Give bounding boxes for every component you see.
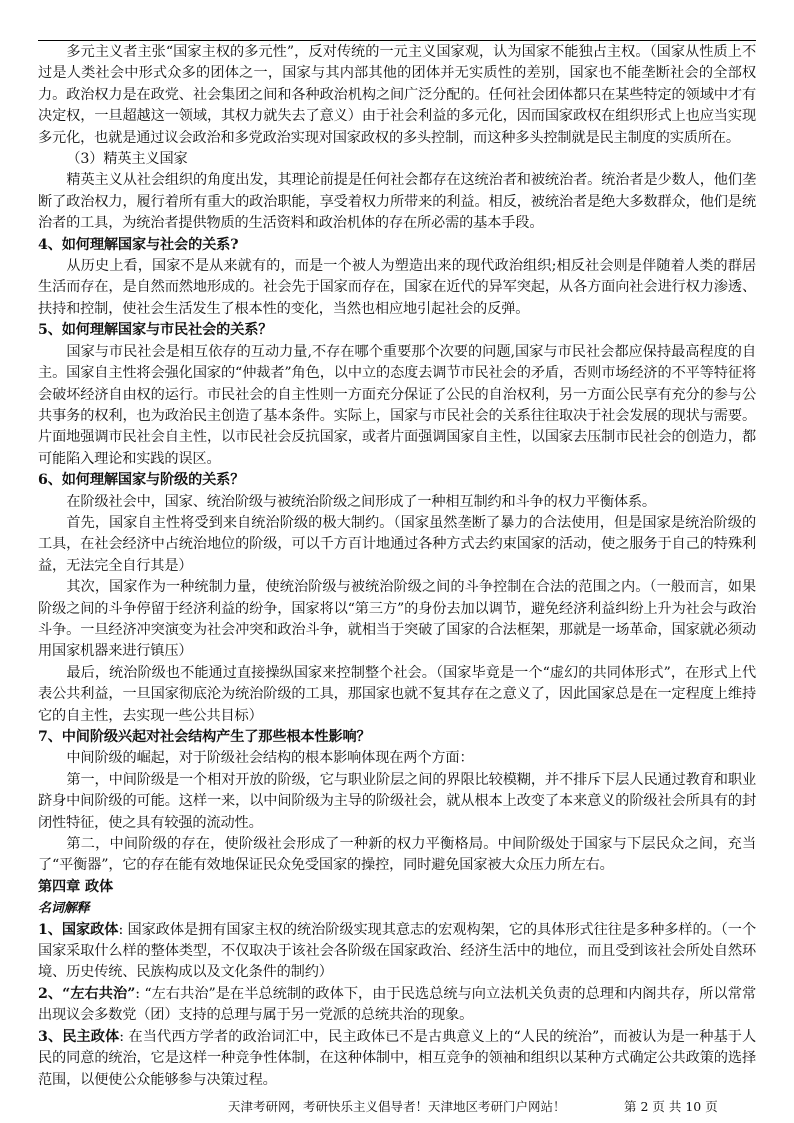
answer-7-intro: 中间阶级的崛起，对于阶级社会结构的根本影响体现在两个方面： <box>66 750 474 767</box>
term-definition: : 国家政体是拥有国家主权的统治阶级实现其意志的宏观构架，它的具体形式往往是多种多样的。（一个国家采取什么样的整体类型，不仅取决于该社会各阶级在国家政治、经济生活中的地位，而且受到该社会所处自然环境、历史传统、民族构成以及文化条件的制约） <box>38 921 756 981</box>
term-definition: : 在当代西方学者的政治词汇中，民主政体已不是古典意义上的“人民的统治”，而被认为是一种基于人民的同意的统治，它是这样一种竞争性体制，在这种体制中，相互竞争的领袖和组织以某种方式确定公共政策的选择范围，以便使公众能够参与决策过程。 <box>38 1028 757 1088</box>
term-label: 1、国家政体 <box>38 921 119 938</box>
term-democratic-polity <box>38 1027 756 1091</box>
paragraph-elitism: 精英主义从社会组织的角度出发，其理论前提是任何社会都存在这统治者和被统治者。统治者是少数人，他们垄断了政治权力，履行着所有重大的政治职能，享受着权力所带来的利益。相反，被统治者是绝大多数群众，他们是统治者的工具，为统治者提供物质的生活资料和政治机体的存在所必需的基本手段。 <box>38 172 756 232</box>
question-5: 5、如何理解国家与市民社会的关系？ <box>38 322 273 339</box>
question-6: 6、如何理解国家与阶级的关系？ <box>38 472 245 489</box>
question-7: 7、中间阶级兴起对社会结构产生了那些根本性影响？ <box>38 729 371 745</box>
header-rule <box>38 40 756 41</box>
paragraph-pluralism: 多元主义者主张“国家主权的多元性”，反对传统的一元主义国家观，认为国家不能独占主权。（国家从性质上不过是人类社会中形式众多的团体之一，国家与其内部其他的团体并无实质性的差别，国家也不能垄断社会的全部权力。政治权力是在政党、社会集团之间和各种政治机构之间广泛分配的。任何社会团体都只在某些特定的领域中才有决定权，一旦超越这一领域，其权力就失去了意义）由于社会利益的多元化，因而国家政权在组织形式上也应当实现多元化，也就是通过议会政治和多党政治实现对国家政权的多头控制，而这种多头控制就是民主制度的实质所在。 <box>38 44 756 146</box>
answer-7-first: 第一，中间阶级是一个相对开放的阶级，它与职业阶层之间的界限比较模糊，并不排斥下层人民通过教育和职业跻身中间阶级的可能。这样一来，以中间阶级为主导的阶级社会，就从根本上改变了本来意义的阶级社会所具有的封闭性特征，使之具有较强的流动性。 <box>38 771 756 831</box>
subheading-elitism: （3）精英主义国家 <box>66 151 188 168</box>
page-body <box>38 42 756 1091</box>
term-label: 2、“左右共治” <box>38 985 136 1002</box>
chapter-heading: 第四章 政体 <box>38 878 113 895</box>
answer-6-intro: 在阶级社会中，国家、统治阶级与被统治阶级之间形成了一种相互制约和斗争的权力平衡体系。 <box>66 493 656 510</box>
term-national-polity <box>38 920 756 984</box>
footer-site-slogan: 天津考研网，考研快乐主义倡导者！天津地区考研门户网站！ <box>228 1099 566 1114</box>
answer-6-first: 首先，国家自主性将受到来自统治阶级的极大制约。（国家虽然垄断了暴力的合法使用，但是国家是统治阶级的工具，在社会经济中占统治地位的阶级，可以千方百计地通过各种方式去约束国家的活动，使之服务于自己的特殊利益，无法完全自行其是） <box>38 514 756 574</box>
answer-6-second: 其次，国家作为一种统制力量，使统治阶级与被统治阶级之间的斗争控制在合法的范围之内。（一般而言，如果阶级之间的斗争停留于经济利益的纷争，国家将以“第三方”的身份去加以调节，避免经济利益纠纷上升为社会与政治斗争。一旦经济冲突演变为社会冲突和政治斗争，就相当于突破了国家的合法框架，那就是一场革命，国家就必须动用国家机器来进行镇压） <box>38 579 756 660</box>
footer-page-number: 第 2 页 共 10 页 <box>624 1099 718 1114</box>
section-heading-terms: 名词解释 <box>38 901 90 917</box>
term-cohabitation <box>38 984 756 1027</box>
answer-7-second: 第二，中间阶级的存在，使阶级社会形成了一种新的权力平衡格局。中间阶级处于国家与下层民众之间，充当了“平衡器”，它的存在能有效地保证民众免受国家的操控，同时避免国家被大众压力所左右。 <box>38 836 756 874</box>
answer-4: 从历史上看，国家不是从来就有的，而是一个被人为塑造出来的现代政治组织;相反社会则是伴随着人类的群居生活而存在，是自然而然地形成的。社会先于国家而存在，国家在近代的异军突起，从各方面向社会进行权力渗透、扶持和控制，使社会生活发生了根本性的变化，当然也相应地引起社会的反弹。 <box>38 258 756 317</box>
question-4: 4、如何理解国家与社会的关系? <box>38 236 239 253</box>
answer-5: 国家与市民社会是相互依存的互动力量,不存在哪个重要那个次要的问题,国家与市民社会都应保持最高程度的自主。国家自主性将会强化国家的“仲裁者”角色，以中立的态度去调节市民社会的矛盾，否则市场经济的不平等特征将会破坏经济自由权的运行。市民社会的自主性则一方面充分保证了公民的自治权利，另一方面公民享有充分的参与公共事务的权利，也为政治民主创造了基本条件。实际上，国家与市民社会的关系往往取决于社会发展的现状与需要。片面地强调市民社会自主性，以市民社会反抗国家，或者片面强调国家自主性，以国家去压制市民社会的创造力，都可能陷入理论和实践的误区。 <box>38 343 756 467</box>
term-label: 3、民主政体 <box>38 1028 120 1045</box>
answer-6-last: 最后，统治阶级也不能通过直接操纵国家来控制整个社会。（国家毕竟是一个“虚幻的共同体形式”，在形式上代表公共利益，一旦国家彻底沦为统治阶级的工具，那国家也就不复其存在之意义了，因此国家总是在一定程度上维持它的自主性，去实现一些公共目标） <box>38 664 756 724</box>
term-definition: : “左右共治”是在半总统制的政体下，由于民选总统与向立法机关负责的总理和内阁共存，所以常常出现议会多数党（团）支持的总理与属于另一党派的总统共治的现象。 <box>38 985 757 1024</box>
